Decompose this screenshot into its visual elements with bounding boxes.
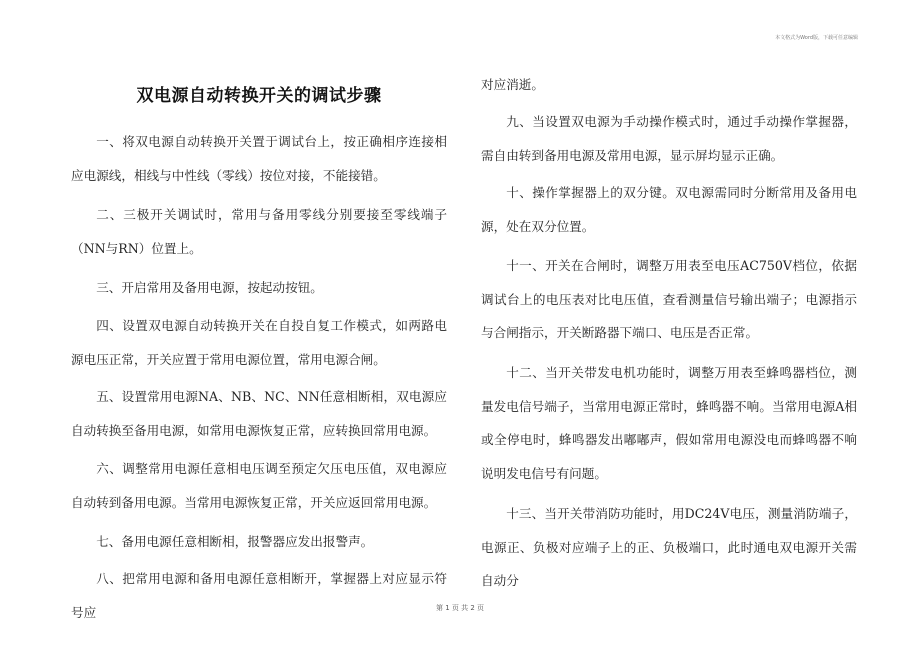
header-note: 本文格式为Word版，下载可任意编辑 (775, 35, 858, 41)
paragraph-8: 八、把常用电源和备用电源任意相断开，掌握器上对应显示符号应 (71, 571, 447, 620)
paragraph-12: 十二、当开关带发电机功能时，调整万用表至蜂鸣器档位，测量发电信号端子，当常用电源正常时，蜂鸣器不响。当常用电源A相或全停电时，蜂鸣器发出嘟嘟声，假如常用电源没电而蜂鸣器不响说明发电信号有问题。 (481, 365, 857, 481)
paragraph-13: 十三、当开关带消防功能时，用DC24V电压，测量消防端子，电源正、负极对应端子上的正、负极端口，此时通电双电源开关需自动分 (481, 506, 857, 588)
paragraph-5: 五、设置常用电源NA、NB、NC、NN任意相断相，双电源应自动转换至备用电源，如常用电源恢复正常，应转换回常用电源。 (71, 389, 447, 438)
paragraph-1: 一、将双电源自动转换开关置于调试台上，按正确相序连接相应电源线，相线与中性线（零线）按位对接，不能接错。 (71, 134, 447, 183)
paragraph-10: 十、操作掌握器上的双分键。双电源需同时分断常用及备用电源，处在双分位置。 (481, 185, 857, 234)
paragraph-8-continued: 对应消逝。 (481, 77, 544, 92)
document-title: 双电源自动转换开关的调试步骤 (136, 86, 382, 106)
page-number-footer: 第 1 页 共 2 页 (435, 604, 485, 612)
paragraph-7: 七、备用电源任意相断相，报警器应发出报警声。 (96, 534, 374, 549)
paragraph-4: 四、设置双电源自动转换开关在自投自复工作模式，如两路电源电压正常，开关应置于常用电源位置，常用电源合闸。 (71, 318, 447, 367)
paragraph-2: 二、三极开关调试时，常用与备用零线分别要接至零线端子（NN与RN）位置上。 (71, 207, 447, 256)
paragraph-11: 十一、开关在合闸时，调整万用表至电压AC750V档位，依据调试台上的电压表对比电压值，查看测量信号输出端子；电源指示与合闸指示，开关断路器下端口、电压是否正常。 (481, 258, 857, 340)
paragraph-3: 三、开启常用及备用电源，按起动按钮。 (96, 280, 323, 295)
paragraph-9: 九、当设置双电源为手动操作模式时，通过手动操作掌握器，需自由转到备用电源及常用电源，显示屏均显示正确。 (481, 114, 857, 163)
paragraph-6: 六、调整常用电源任意相电压调至预定欠压电压值，双电源应自动转到备用电源。当常用电源恢复正常，开关应返回常用电源。 (71, 461, 447, 510)
